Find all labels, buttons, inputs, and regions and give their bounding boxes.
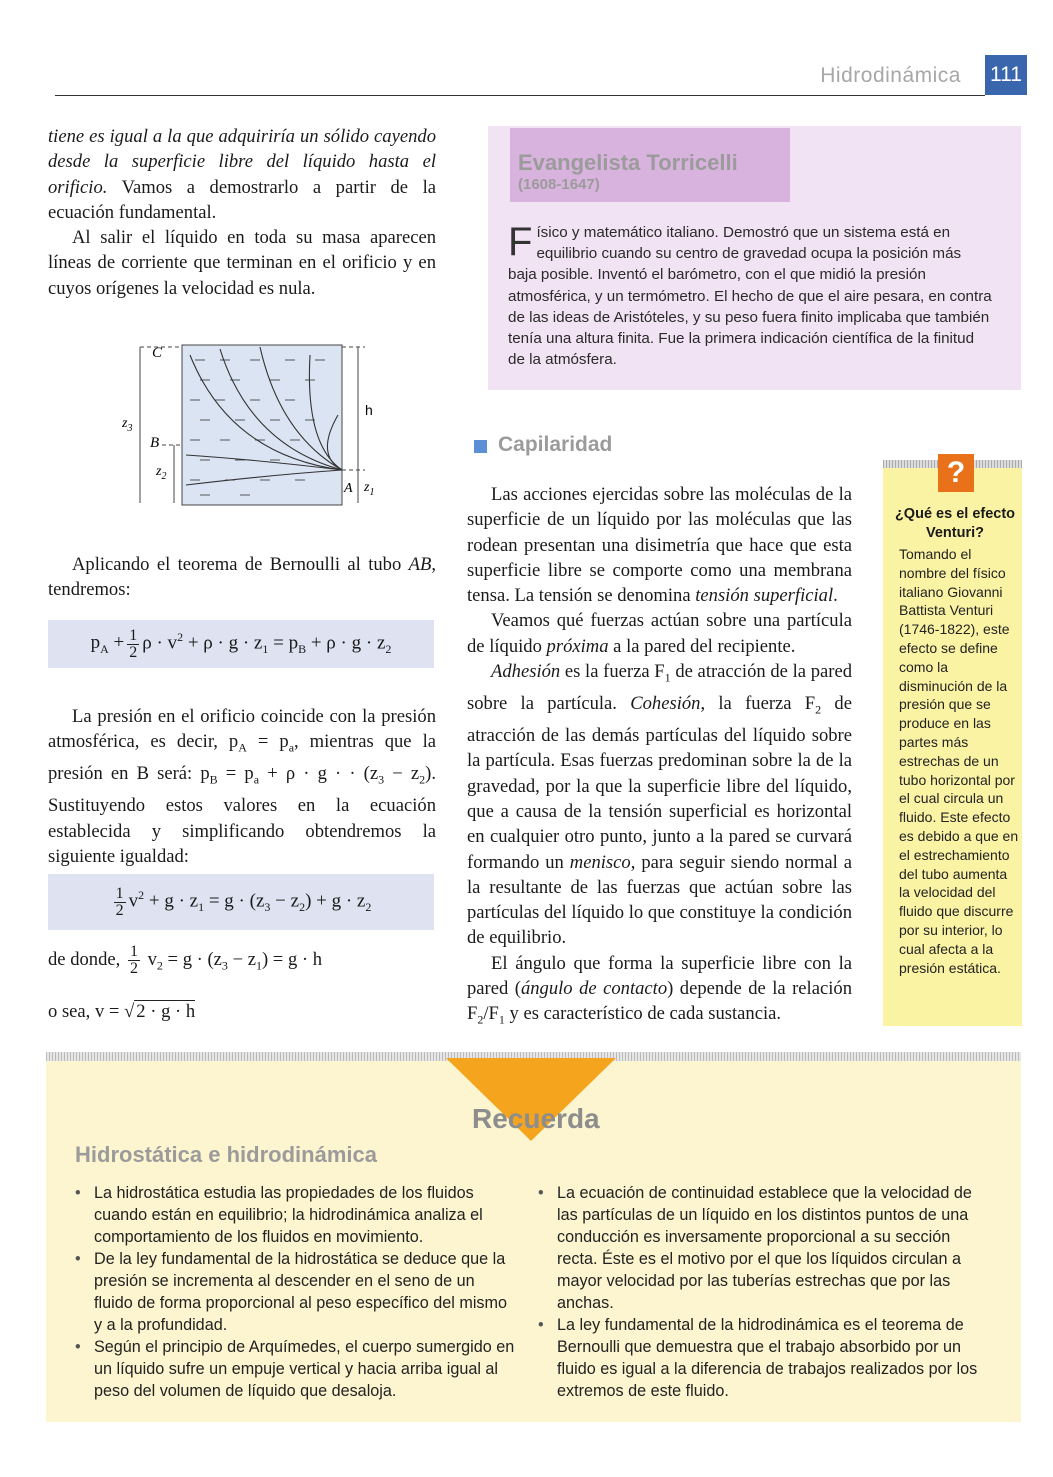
list-item: • Según el principio de Arquímedes, el cuerpo sumergido en un líquido sufre un empuje vertical y hacia arriba igual al peso del volumen de líquido que desaloja. [75,1336,515,1402]
cap-p4: El ángulo que forma la superficie libre con la pared (ángulo de contacto) depende de la relación $F_2/F_1$ y es característico de cada sustancia. [467,952,852,1028]
section-square-icon [474,440,487,453]
label-C: C [152,345,163,361]
equation-o-sea: o sea, v = √ 2 · g · h [48,1001,196,1022]
bio-dates: (1608-1647) [518,176,600,193]
bio-body: ísico y matemático italiano. Demostró que un sistema está en equilibrio cuando su centro de gravedad ocupa la posición más baja posible. Inventó el barómetro, con el que midió la presión atmosférica, y un termómetro. El hecho de que el aire pesara, en contra de las ideas de Aristóteles, y su peso fuera finito implicaba que también tenía una altura finita. Fue la primera indicación científica de la finitud de la atmósfera. [508,224,992,369]
list-item: • La hidrostática estudia las propiedades de los fluidos cuando están en equilibrio; la hidrodinámica analiza el comportamiento de los fluidos en movimiento. [75,1182,515,1248]
streamlines-paragraph: Al salir el líquido en toda su masa aparecen líneas de corriente que terminan en el orificio y en cuyos orígenes la velocidad es nula. [48,227,436,299]
bio-text [508,222,992,370]
header-rule [55,95,985,96]
label-z1: $z_1$ [364,480,375,498]
section-title: Hidrodinámica [820,64,961,87]
label-z3: $z_3$ [122,416,133,434]
bernoulli-intro-a: Aplicando el teorema de Bernoulli al tubo [72,554,409,575]
recuerda-subtitle: Hidrostática e hidrodinámica [75,1142,377,1167]
cap-p3: Adhesión es la fuerza $F_1$ de atracción de la pared sobre la partícula. Cohesión, la fuerza $F_2$ de atracción de las demás partículas del líquido sobre la partícula. Esas fuerzas predominan sobre la de la gravedad, por la que la superficie libre del líquido, que a causa de la tensión superficial es horizontal en cualquier otro punto, junto a la pared se curvará formando un menisco, para seguir siendo normal a la resultante de las fuerzas que actúan sobre las partículas del líquido lo que constituye la condición de equilibrio. [467,661,853,949]
bernoulli-intro-ab: AB [408,554,432,575]
label-A: A [344,481,353,496]
equation-de-donde: de donde, $\frac{1}{2}$ $v_2 = g \cdot (z_3 - z_1) = g \cdot h$ [48,943,323,977]
page-number: 111 [985,55,1027,95]
intro-italic: tiene es igual a la que adquiriría un sólido cayendo desde la superficie libre del líquido hasta el orificio. [48,126,436,198]
capilaridad-text [467,482,852,1033]
label-z2: $z_2$ [156,464,167,482]
tank-figure [110,335,400,515]
venturi-title: ¿Qué es el efecto Venturi? [894,506,1016,541]
list-item: • De la ley fundamental de la hidrostática se deduce que la presión se incrementa al descender en el seno de un fluido de forma proporcional al peso específico del mismo y a la profundidad. [75,1248,515,1336]
bernoulli-intro [48,552,436,603]
cap-p1: Las acciones ejercidas sobre las moléculas de la superficie de un líquido por las moléculas que las rodean presentan una disimetría que hace que esta superficie libre se comporte como una membrana tensa. La tensión se denomina tensión superficial. [467,484,852,607]
intro-rest: Vamos a demostrarlo a partir de la ecuación fundamental. [48,176,436,223]
recuerda-left-list [75,1182,515,1402]
bernoulli-intro-b: , tendremos: [48,554,436,601]
question-icon: ? [938,454,974,492]
equation-simplified: $\frac{1}{2}$ $v^2 + g \cdot z_1 = g \cdot (z_3 - z_2) + g \cdot z_2$ [48,874,434,930]
label-B: B [150,435,160,451]
tank-liquid [182,345,342,505]
list-item: • La ley fundamental de la hidrodinámica es el teorema de Bernoulli que demuestra que el trabajo absorbido por un fluido es igual a la diferencia de trabajos realizados por los extremos de este fluido. [538,1314,988,1402]
label-h: h [365,402,373,418]
recuerda-right-list [538,1182,988,1402]
bio-dropcap: F [508,220,533,264]
section-heading: Capilaridad [498,433,613,456]
pressure-paragraph: La presión en el orificio coincide con la presión atmosférica, es decir, $p_A = p_a$, mientras que la presión en B será: $p_B = p_a + \rho \cdot g$ · · $(z_3 - z_2)$. Sustituyendo estos valores en la ecuación establecida y simplificando obtendremos la siguiente igualdad: [48,706,436,867]
bio-name: Evangelista Torricelli [518,150,738,175]
recuerda-title: Recuerda [472,1103,600,1134]
cap-p2: Veamos qué fuerzas actúan sobre una partícula de líquido próxima a la pared del recipiente. [467,610,852,657]
equation-bernoulli: $p_A$ + $\frac{1}{2}$ $\rho \cdot v^2 + \rho \cdot g \cdot z_1 = p_B + \rho \cdot g \cdot z_2$ [48,620,434,668]
intro-paragraph [48,124,436,301]
list-item: • La ecuación de continuidad establece que la velocidad de las partículas de un líquido en los distintos puntos de una conducción es inversamente proporcional a su sección recta. Éste es el motivo por el que los líquidos circulan a mayor velocidad por las tuberías estrechas que por las anchas. [538,1182,988,1314]
venturi-text: Tomando el nombre del físico italiano Giovanni Battista Venturi (1746-1822), este efecto se define como la disminución de la presión que se produce en las partes más estrechas de un tubo horizontal por el cual circula un fluido. Este efecto es debido a que en el estrechamiento del tubo aumenta la velocidad del fluido que discurre por su interior, lo cual afecta a la presión estática. [899,546,1019,976]
